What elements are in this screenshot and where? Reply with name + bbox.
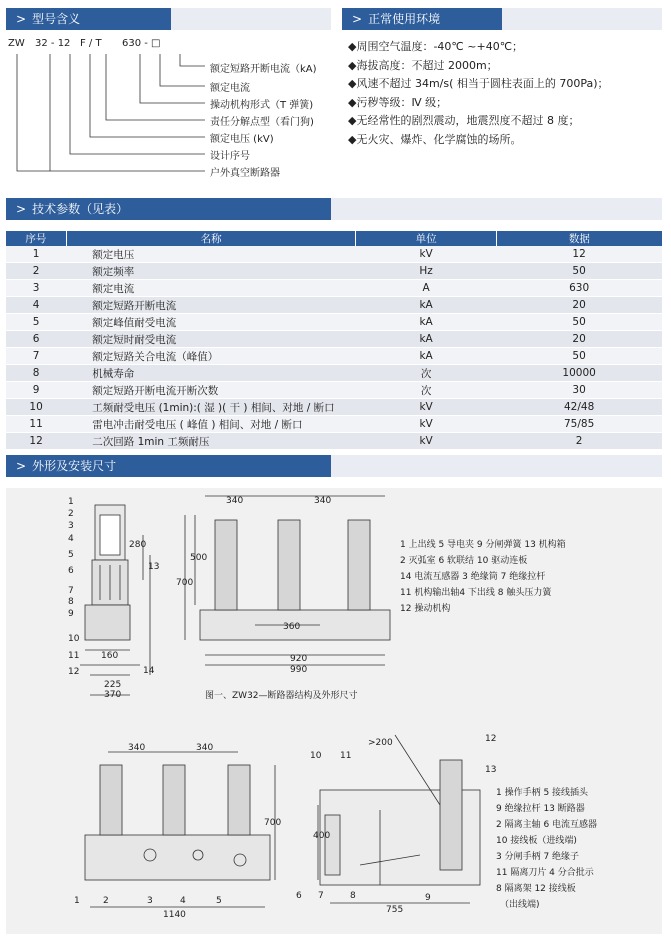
table-row: 3 额定电流 A 630 xyxy=(6,280,662,297)
fig1-num: 6 xyxy=(68,566,74,576)
dim-label: 360 xyxy=(283,622,301,632)
fig2-num: 8 xyxy=(350,891,356,901)
fig2-legend-line: 3 分闸手柄 7 绝缘子 xyxy=(496,852,580,862)
table-row: 6 额定短时耐受电流 kA 20 xyxy=(6,331,662,348)
fig1-legend-line: 2 灭弧室 6 软联结 10 驱动连板 xyxy=(400,556,528,566)
chevron-right-icon: > xyxy=(16,202,27,216)
fig2-num: 3 xyxy=(147,896,153,906)
dim-label: 1140 xyxy=(163,910,186,920)
dim-label: 400 xyxy=(313,831,331,841)
fig2-front-view xyxy=(85,752,275,907)
fig1-front-view xyxy=(185,496,390,665)
fig2-legend-line: 1 操作手柄 5 接线插头 xyxy=(496,788,589,798)
dim-label: 340 xyxy=(128,743,146,753)
dim-label: 700 xyxy=(176,578,194,588)
fig1-num: 9 xyxy=(68,609,74,619)
table-row: 9 额定短路开断电流开断次数 次 30 xyxy=(6,382,662,399)
fig2-legend-line: 2 隔离主轴 6 电流互感器 xyxy=(496,820,598,830)
fig1-legend-line: 12 操动机构 xyxy=(400,604,451,614)
env-item: ◆污秽等级：Ⅳ 级； xyxy=(348,95,448,109)
env-item: ◆周围空气温度：-40℃ ~+40℃； xyxy=(348,40,524,53)
fig2-num: 5 xyxy=(216,896,222,906)
fig2-num: 10 xyxy=(310,751,322,761)
fig2-num: 13 xyxy=(485,765,497,775)
table-row: 5 额定峰值耐受电流 kA 50 xyxy=(6,314,662,331)
dim-label: >200 xyxy=(368,738,393,748)
fig1-num: 2 xyxy=(68,509,74,519)
table-row: 10 工频耐受电压 (1min):( 湿 )( 干 ) 相间、对地 / 断口 kV 42/48 xyxy=(6,399,662,416)
table-row: 4 额定短路开断电流 kA 20 xyxy=(6,297,662,314)
fig1-num: 5 xyxy=(68,550,74,560)
table-header-row: 序号 名称 单位 数据 xyxy=(6,231,662,246)
dim-label: 225 xyxy=(104,680,122,690)
fig2-num: 12 xyxy=(485,734,497,744)
dim-label: 340 xyxy=(226,496,244,506)
fig1-num: 7 xyxy=(68,586,74,596)
fig2-num: 6 xyxy=(296,891,302,901)
table-row: 2 额定频率 Hz 50 xyxy=(6,263,662,280)
dim-label: 160 xyxy=(101,651,119,661)
section-header-params: > 技术参数（见表） xyxy=(6,198,662,220)
table-row: 7 额定短路关合电流（峰值） kA 50 xyxy=(6,348,662,365)
dim-label: 990 xyxy=(290,665,308,675)
fig2-num: 1 xyxy=(74,896,80,906)
dim-label: 700 xyxy=(264,818,282,828)
section-header-env: > 正常使用环境 xyxy=(342,8,662,30)
fig2-legend-line: 8 隔离架 12 接线板 xyxy=(496,884,576,894)
env-item: ◆无火灾、爆炸、化学腐蚀的场所。 xyxy=(348,132,522,146)
fig2-num: 7 xyxy=(318,891,324,901)
fig2-legend-line: （出线端) xyxy=(500,900,540,910)
fig1-num: 10 xyxy=(68,634,80,644)
fig2-num: 11 xyxy=(340,751,352,761)
table-row: 12 二次回路 1min 工频耐压 kV 2 xyxy=(6,433,662,450)
dim-label: 340 xyxy=(314,496,332,506)
chevron-right-icon: > xyxy=(16,459,27,473)
fig1-legend-line: 11 机构输出轴4 下出线 8 触头压力簧 xyxy=(400,588,552,598)
dim-label: 755 xyxy=(386,905,404,915)
figure1-caption: 图一、ZW32—断路器结构及外形尺寸 xyxy=(205,691,358,701)
env-item: ◆海拔高度：不超过 2000m； xyxy=(348,58,498,72)
fig1-num: 8 xyxy=(68,597,74,607)
table-row: 11 雷电冲击耐受电压 ( 峰值 ) 相间、对地 / 断口 kV 75/85 xyxy=(6,416,662,433)
fig1-num: 12 xyxy=(68,667,80,677)
chevron-right-icon: > xyxy=(16,12,27,26)
table-row: 8 机械寿命 次 10000 xyxy=(6,365,662,382)
fig2-legend-line: 9 绝缘拉杆 13 断路器 xyxy=(496,804,585,814)
fig2-legend-line: 11 隔离刀片 4 分合批示 xyxy=(496,868,594,878)
dim-label: 500 xyxy=(190,553,208,563)
dim-label: 280 xyxy=(129,540,147,550)
dim-label: 370 xyxy=(104,690,122,700)
fig2-legend-line: 10 接线板（进线端) xyxy=(496,836,577,846)
fig1-legend-line: 14 电流互感器 3 绝缘筒 7 绝缘拉杆 xyxy=(400,572,546,582)
fig1-num: 14 xyxy=(143,666,155,676)
table-row: 1 额定电压 kV 12 xyxy=(6,246,662,263)
env-item: ◆无经常性的剧烈震动，地震烈度不超过 8 度； xyxy=(348,114,580,127)
fig2-num: 4 xyxy=(180,896,186,906)
section-header-model: > 型号含义 xyxy=(6,8,331,30)
fig1-num: 3 xyxy=(68,521,74,531)
fig1-legend-line: 1 上出线 5 导电夹 9 分闸弹簧 13 机构箱 xyxy=(400,540,566,550)
fig2-num: 2 xyxy=(103,896,109,906)
fig1-side-view xyxy=(80,505,150,695)
fig1-num: 4 xyxy=(68,534,74,544)
dim-label: 920 xyxy=(290,654,308,664)
section-header-dims: > 外形及安装尺寸 xyxy=(6,455,662,477)
chevron-right-icon: > xyxy=(352,12,363,26)
dim-label: 340 xyxy=(196,743,214,753)
fig1-num: 11 xyxy=(68,651,80,661)
fig2-num: 9 xyxy=(425,893,431,903)
fig1-num: 13 xyxy=(148,562,160,572)
env-item: ◆风速不超过 34m/s( 相当于圆柱表面上的 700Pa)； xyxy=(348,77,609,90)
fig1-num: 1 xyxy=(68,497,74,507)
